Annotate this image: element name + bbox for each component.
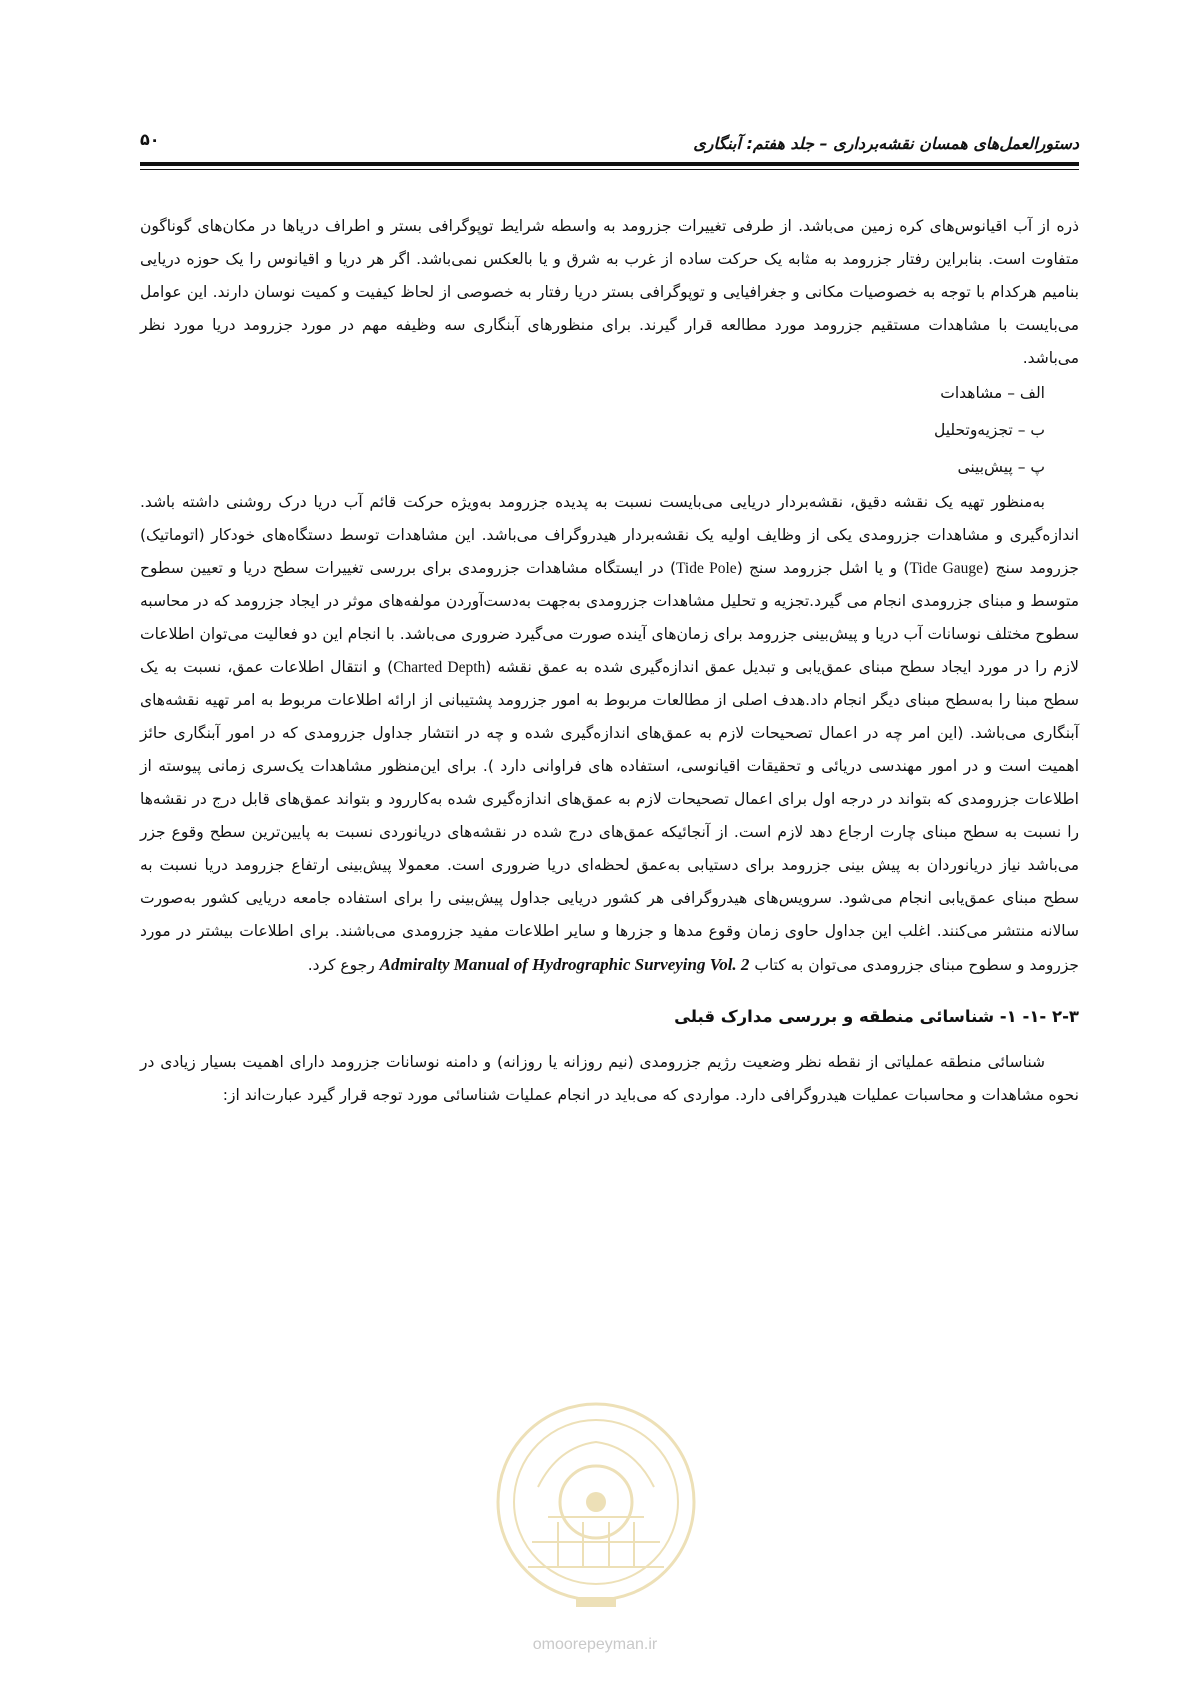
page-number: ۵۰ — [140, 130, 160, 149]
paragraph-intro: ذره از آب اقیانوس‌های کره زمین می‌باشد. از طرفی تغییرات جزرومد به واسطه شرایط توپوگرافی بستر و اطراف دریاها در مکان‌های گوناگون متفاوت است. بنابراین رفتار جزرومد به مثابه یک حرکت ساده از غرب به شرق و یا بالعکس نمی‌باشد. اگر هر دریا و اقیانوس را یک حوزه دریایی بنامیم هرکدام با توجه به خصوصیات مکانی و جغرافیایی و توپوگرافی بستر دریا رفتار به خصوصی از لحاظ کیفیت و کمیت نوسان دارند. این عوامل می‌بایست با مشاهدات مستقیم جزرومد مورد مطالعه قرار گیرند. برای منظورهای آبنگاری سه وظیفه مهم در مورد جزرومد دریا مورد نظر می‌باشد. — [140, 217, 1079, 367]
watermark-seal — [488, 1392, 704, 1632]
book-reference: Admiralty Manual of Hydrographic Surveying Vol. 2 — [379, 955, 750, 974]
paragraph-text: ) در ایستگاه مشاهدات جزرومدی برای بررسی تغییرات سطح دریا و تعیین سطوح متوسط و مبنای جزرومدی انجام می گیرد.تجزیه و تحلیل مشاهدات جزرومدی به‌جهت به‌دست‌آوردن مولفه‌های موثر در ایجاد جزرومد که در محاسبه سطوح مختلف نوسانات آب دریا و پیش‌بینی جزرومد برای زمان‌های آینده صورت می‌گیرد ضروری می‌باشد. با انجام این دو فعالیت می‌توان اطلاعات لازم را در مورد ایجاد سطح مبنای عمق‌یابی و تبدیل عمق اندازه‌گیری شده به عمق نقشه ( — [140, 559, 1080, 676]
paragraph-text: ) و یا اشل جزرومد سنج ( — [736, 559, 910, 577]
term-tide-gauge: Tide Gauge — [909, 560, 984, 577]
section-heading: ۲-۳ -۱- ۱- شناسائی منطقه و بررسی مدارک قبلی — [674, 1007, 1079, 1026]
term-charted-depth: Charted Depth — [393, 659, 486, 676]
paragraph-text: به‌منظور تهیه یک نقشه دقیق، نقشه‌بردار دریایی می‌بایست نسبت به پدیده جزرومد به‌ویژه حرکت قائم آب دریا درک روشنی داشته باشد. اندازه‌گیری و مشاهدات جزرومدی یکی از وظایف اولیه یک نقشه‌بردار هیدروگراف می‌باشد. این مشاهدات توسط دستگاه‌های خودکار (اتوماتیک) جزرومد سنج ( — [140, 493, 1079, 577]
list-item-observations: الف – مشاهدات — [940, 384, 1045, 402]
paragraph-tide-observations — [140, 486, 1079, 982]
list-item-analysis: ب – تجزیه‌وتحلیل — [933, 421, 1045, 439]
term-tide-pole: Tide Pole — [676, 560, 737, 577]
page-content — [140, 210, 1079, 1112]
paragraph-text: ) و انتقال اطلاعات عمق، نسبت به یک سطح مبنا را به‌سطح مبنای دیگر انجام داد.هدف اصلی از مطالعات مربوط به امور جزرومد پشتیبانی از ارائه اطلاعات مربوط به امر تهیه نقشه‌های آبنگاری می‌باشد. (این امر چه در اعمال تصحیحات لازم به عمق‌های اندازه‌گیری شده و چه در انتشار جداول جزرومدی که در امور آبنگاری حائز اهمیت است و در امور مهندسی دریائی و تحقیقات اقیانوسی، استفاده های فراوانی دارد ). برای این‌منظور مشاهدات یک‌سری زمانی پیوسته از اطلاعات جزرومدی که بتواند در درجه اول برای اعمال تصحیحات لازم به عمق‌های اندازه‌گیری شده به‌کاررود و بتواند عمق‌های قابل درج در نقشه‌ها را نسبت به سطح مبنای چارت ارجاع دهد لازم است. از آنجائیکه عمق‌های درج شده در نقشه‌های دریانوردی نسبت به پایین‌ترین سطح وقوع جزر می‌باشد نیاز دریانوردان به پیش بینی جزرومد برای دستیابی به‌عمق لحظه‌ای دریا ضروری است. معمولا پیش‌بینی ارتفاع جزرومد دریا نسبت به سطح مبنای عمق‌یابی انجام می‌شود. سرویس‌های هیدروگرافی هر کشور دریایی جداول پیش‌بینی را برای استفاده جامعه دریایی کشور به‌صورت سالانه منتشر می‌کنند. اغلب این جداول حاوی زمان وقوع مدها و جزرها و سایر اطلاعات مفید جزرومدی می‌باشند. برای اطلاعات بیشتر در مورد جزرومد و سطوح مبنای جزرومدی می‌توان به کتاب — [140, 658, 1079, 974]
paragraph-area-identification: شناسائی منطقه عملیاتی از نقطه نظر وضعیت رژیم جزرومدی (نیم روزانه یا روزانه) و دامنه نوسانات جزرومد دارای اهمیت بسیار زیادی در نحوه مشاهدات و محاسبات عملیات هیدروگرافی دارد. مواردی که می‌باید در انجام عملیات شناسائی مورد توجه قرار گیرد عبارت‌اند از: — [140, 1053, 1079, 1104]
paragraph-text: رجوع کرد. — [307, 956, 380, 974]
header-title: دستورالعمل‌های همسان نقشه‌برداری – جلد هفتم: آبنگاری — [693, 134, 1079, 153]
page-header — [140, 122, 1079, 162]
watermark-url: omoorepeyman.ir — [532, 1636, 658, 1653]
header-rule — [140, 162, 1079, 166]
list-item-prediction: پ – پیش‌بینی — [957, 458, 1045, 476]
header-rule-thin — [140, 169, 1079, 170]
